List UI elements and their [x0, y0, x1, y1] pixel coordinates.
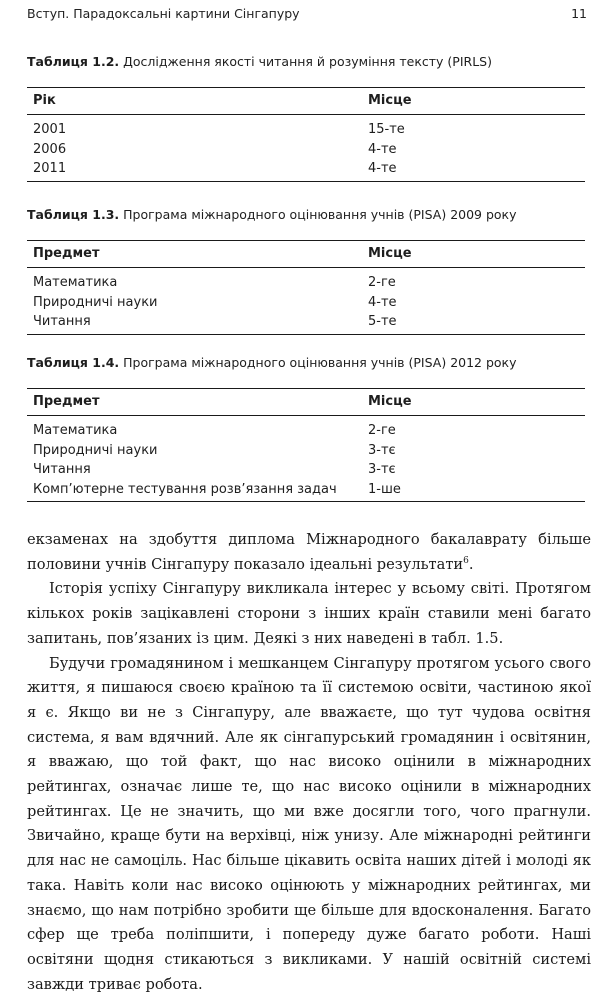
column-header: Місце	[368, 246, 412, 261]
table-cell: Комп’ютерне тестування розв’язання задач	[33, 481, 337, 497]
column-header: Місце	[368, 93, 412, 108]
table-row	[27, 273, 585, 293]
table-label: Таблиця 1.4.	[27, 355, 120, 370]
table-1-3	[27, 205, 585, 335]
column-header: Предмет	[33, 246, 100, 261]
running-title: Вступ. Парадоксальні картини Сінгапуру	[27, 6, 300, 21]
table-cell: 3-тє	[368, 442, 396, 458]
table-1-4	[27, 353, 585, 502]
table-bottom-rule	[27, 501, 585, 502]
table-cell: Математика	[33, 275, 118, 290]
table-header-row	[27, 241, 585, 267]
table-cell: 4-те	[368, 141, 397, 157]
table-bottom-rule	[27, 334, 585, 335]
table-row	[27, 421, 585, 441]
paragraph: Будучи громадянином і мешканцем Сінгапуру протягом усього свого життя, я пишаюся своєю країною та її системою освіти, частиною якої я є. Якщо ви не з Сінгапуру, але вважаєте, що тут чудова освітня система, я вам вдячний. Але як сінгапурський громадянин і освітянин, я вважаю, що той факт, що нас високо оцінили в міжнародних рейтингах, означає лише те, що нас високо оцінили в міжнародних рейтингах. Це не значить, що ми вже досягли того, чого прагнули. Звичайно, краще бути на верхівці, ніж унизу. Але міжнародні рейтинги для нас не самоціль. Нас більше цікавить освіта наших дітей і молоді як така. Навіть коли нас високо оцінюють у міжнародних рейтингах, ми знаємо, що нам потрібно зробити ще більше для вдосконалення. Багато сфер ще треба поліпшити, і попереду дуже багато роботи. Наші освітяни щодня стикаються з викликами. У нашій освітній системі завжди триває робота.	[27, 654, 591, 993]
table-cell: 15-те	[368, 122, 405, 137]
table-cell: 2011	[33, 161, 67, 176]
table-bottom-rule	[27, 181, 585, 182]
page-number: 11	[571, 6, 587, 21]
table-row	[27, 140, 585, 160]
column-header: Рік	[33, 93, 56, 108]
paragraph: Історія успіху Сінгапуру викликала інтерес у всьому світі. Протягом кількох років зацікавлені сторони з інших країн ставили мені багато запитань, пов’язаних із цим. Деякі з них наведені в табл. 1.5.	[27, 580, 591, 647]
table-row	[27, 120, 585, 140]
page-header	[27, 4, 587, 24]
column-header: Місце	[368, 394, 412, 409]
table-caption	[27, 52, 585, 72]
table-label: Таблиця 1.3.	[27, 207, 120, 222]
table-1-2	[27, 52, 585, 182]
table-cell: Природничі науки	[33, 442, 158, 458]
paragraph-end: .	[468, 555, 474, 573]
table-title: Дослідження якості читання й розуміння тексту (PIRLS)	[123, 54, 492, 69]
table-header-row	[27, 389, 585, 415]
table-title: Програма міжнародного оцінювання учнів (PISA) 2009 року	[123, 207, 517, 222]
table-cell: 4-те	[368, 161, 397, 176]
table-label: Таблиця 1.2.	[27, 54, 120, 69]
table-title: Програма міжнародного оцінювання учнів (PISA) 2012 року	[123, 355, 517, 370]
table-cell: 3-тє	[368, 462, 396, 477]
table-cell: 2-ге	[368, 275, 396, 290]
table-row	[27, 480, 585, 500]
table-cell: Читання	[33, 314, 91, 329]
table-row	[27, 159, 585, 179]
table-cell: Читання	[33, 462, 91, 477]
table-cell: 5-те	[368, 314, 397, 329]
paragraph-text: екзаменах на здобуття диплома Міжнародного бакалаврату більше половини учнів Сінгапуру показало ідеальні результати	[27, 531, 591, 573]
table-header-row	[27, 88, 585, 114]
table-cell: 2001	[33, 122, 67, 137]
table-cell: Природничі науки	[33, 294, 158, 310]
table-caption	[27, 205, 585, 225]
table-caption	[27, 353, 585, 373]
table-cell: 2006	[33, 141, 67, 157]
footnote-marker[interactable]: 6	[463, 555, 469, 566]
paragraph	[27, 528, 591, 577]
column-header: Предмет	[33, 394, 100, 409]
table-row	[27, 460, 585, 480]
table-cell: 1-ше	[368, 481, 401, 497]
table-cell: Математика	[33, 423, 118, 438]
body-text	[27, 528, 591, 997]
table-cell: 2-ге	[368, 423, 396, 438]
table-cell: 4-те	[368, 294, 397, 310]
table-row	[27, 312, 585, 332]
table-row	[27, 293, 585, 313]
table-row	[27, 441, 585, 461]
